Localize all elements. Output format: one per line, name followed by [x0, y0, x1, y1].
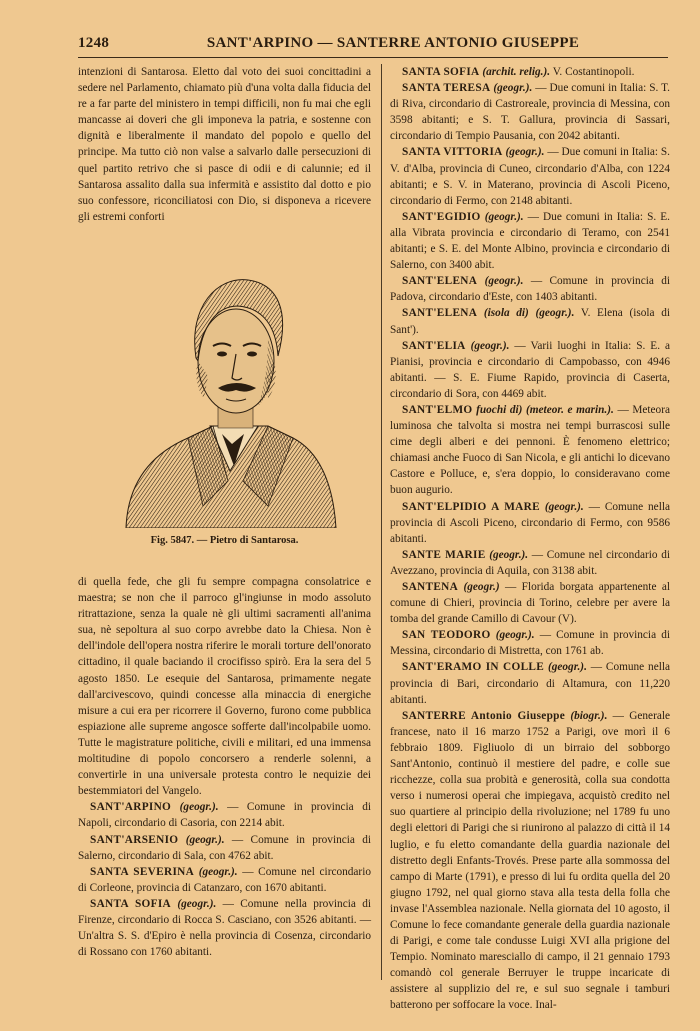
entry-text: — Generale francese, nato il 16 marzo 1752 a Parigi, ove morì il 6 febbraio 1809. Figliuolo di un birraio del sobborgo Sant'Antonio, continuò il mestiere del padre, e colle sue ricchezze, colla sua probità e generosità, colla sua condotta verso i numerosi operai che impiegava, acquistò credito nel suo quartiere al principio della rivoluzione; nel 1789 fu uno degli elettori di Parigi che si riunirono al palazzo di città il 14 luglio, e fu eletto comandante della guardia nazionale del distretto degli Enfants-Trovés. Prese parte alla sommossa del campo di Marte (1791), e presso di lui fu ordita quella del 20 giugno 1792, nel qual giorno stava alla testa della folla che invase l'Assemblea nazionale. Nella giornata del 10 agosto, il Comune lo fece comandante generale della guardia nazionale di Parigi, e come tale condusse Luigi XVI alla prigione del Tempio. Nominato maresciallo di campo, il 21 gennaio 1793 comandò col generale Berruyer le truppe incaricate di assistere al supplizio del re, e sul suo segnale i tamburi batterono per soffocare la voce. Inal- — [390, 709, 670, 1012]
entry-category: (geogr.). — [177, 897, 217, 910]
entry-text: — Comune in provincia di Salerno, circondario di Sala, con 4762 abit. — [78, 833, 372, 862]
dictionary-entry — [78, 864, 371, 896]
dictionary-entry — [390, 273, 670, 305]
dictionary-entry — [78, 832, 371, 864]
dictionary-entry — [390, 547, 670, 579]
dictionary-entry — [390, 579, 670, 627]
left-top-paragraph: intenzioni di Santarosa. Eletto dal voto dei suoi concittadini a sedere nel Parlamento, chiamato più d'una volta dalla fiducia del re a far parte del ministero in tempi difficili, non fu mai che egli mancasse ai doveri che gli imponeva la patria, e sostenne con dignità e liberalmente il mandato del popolo e quello del principe. Ma tutto ciò non valse a salvarlo dalle persecuzioni di quel partito retrivo che si pasce di odii e di calunnie; ed il Santarosa assalito dalla sua infermità e assistito dal dotto e pio suo confessore, riconciliatosi con Dio, si disponeva a ricevere gli estremi conforti — [78, 66, 371, 223]
dictionary-entry — [390, 499, 670, 547]
running-title: SANT'ARPINO — SANTERRE ANTONIO GIUSEPPE — [206, 35, 580, 51]
entry-text: — Comune in provincia di Padova, circondario d'Este, con 1403 abitanti. — [390, 275, 671, 304]
entry-headword: SANT'ELMO — [402, 403, 473, 416]
dictionary-entry — [390, 338, 670, 402]
right-column — [390, 64, 670, 1014]
entry-category: (biogr.). — [570, 709, 608, 722]
dictionary-entry — [390, 80, 670, 144]
entry-text: V. Elena (isola di Sant'). — [390, 307, 670, 336]
entry-headword: SANTE MARIE — [402, 548, 486, 561]
entry-category: (archit. relig.). — [482, 66, 551, 78]
entry-text: — Due comuni in Italia: S. T. di Riva, circondario di Castroreale, provincia di Messina, con 3598 abitanti; e S. T. Gallura, provincia di Sassari, circondario di Tempio Pausania, con 2042 abitanti. — [390, 82, 670, 143]
entry-category: (geogr.). — [547, 661, 587, 674]
entry-text: — Comune in provincia di Napoli, circondario di Casoria, con 2214 abit. — [78, 801, 372, 830]
entry-category: (geogr.). — [185, 833, 225, 846]
entry-text: — Comune nel circondario di Avezzano, provincia di Aquila, con 3138 abit. — [390, 548, 670, 577]
figure-caption: Fig. 5847. — Pietro di Santarosa. — [150, 535, 299, 546]
entry-text: — Due comuni in Italia: S. E. alla Vibrata provincia e circondario di Teramo, con 2541 abitanti; e S. E. del Monte Albino, provincia e circondario di Salerno, con 3400 abit. — [390, 210, 670, 272]
dictionary-entry — [390, 659, 670, 707]
entry-headword: SANTERRE Antonio Giuseppe — [402, 709, 566, 722]
entry-category: (isola di) (geogr.). — [483, 307, 575, 320]
entry-text: — Comune nella provincia di Ascoli Piceno, circondario di Fermo, con 9586 abitanti. — [390, 500, 670, 545]
entry-headword: SANTA SEVERINA — [90, 865, 195, 878]
entry-category: (geogr.). — [495, 629, 535, 642]
entry-text: — Comune in provincia di Messina, circondario di Mistretta, con 1761 ab. — [390, 629, 670, 658]
entry-headword: SANT'ARSENIO — [90, 833, 179, 846]
entry-text: — Comune nella provincia di Firenze, circondario di Rocca S. Casciano, con 3526 abitanti. — Un'altra S. S. d'Epiro è nella provincia di Cosenza, circondario di Rossano con 1760 abitanti. — [78, 897, 372, 959]
dictionary-entry — [390, 402, 670, 499]
entry-headword: SAN TEODORO — [402, 629, 491, 642]
entry-headword: SANT'ELIA — [402, 339, 466, 352]
entry-headword: SANT'ERAMO IN COLLE — [402, 661, 545, 674]
entry-text: — Florida borgata appartenente al comune di Chieri, provincia di Torino, celebre per avere la tomba del grande Camillo di Cavour (V). — [390, 581, 671, 626]
entry-category: fuochi di) (meteor. e marin.). — [476, 403, 614, 416]
entry-text: V. Costantinopoli. — [550, 66, 635, 78]
entry-category: (geogr.). — [179, 801, 219, 814]
entry-text: — Varii luoghi in Italia: S. E. a Pianisi, provincia e circondario di Campobasso, con 4946 abitanti. — S. E. Fiume Rapido, provincia di Caserta, circondario di Sora, con 4469 abit. — [390, 339, 670, 400]
dictionary-entry — [390, 209, 670, 273]
entry-category: (geogr.). — [489, 548, 529, 561]
entry-headword: SANTENA — [402, 581, 459, 593]
entry-headword: SANTA SOFIA — [402, 66, 480, 78]
entry-category: (geogr.). — [493, 82, 533, 95]
dictionary-entry — [390, 627, 670, 659]
entry-category: (geogr.). — [484, 210, 524, 223]
right-entries-list — [390, 64, 670, 1014]
entry-category: (geogr.). — [544, 500, 584, 513]
entry-text: — Comune nella provincia di Bari, circondario di Altamura, con 11,220 abitanti. — [390, 661, 671, 706]
dictionary-entry — [78, 799, 371, 831]
dictionary-entry — [390, 64, 670, 80]
entry-category: (geogr.). — [198, 865, 238, 878]
entry-headword: SANT'ARPINO — [90, 801, 172, 814]
entry-headword: SANT'ELENA — [402, 307, 478, 320]
entry-headword: SANTA TERESA — [402, 82, 491, 95]
entry-headword: SANT'ELPIDIO A MARE — [402, 500, 540, 513]
entry-category: (geogr.) — [463, 581, 500, 593]
entry-headword: SANTA VITTORIA — [402, 146, 503, 159]
entry-text: — Comune nel circondario di Corleone, provincia di Catanzaro, con 1670 abitanti. — [78, 865, 371, 894]
entry-text: — Due comuni in Italia: S. V. d'Alba, provincia di Cuneo, circondario d'Alba, con 1224 abitanti; e S. V. in Materano, provincia di Ascoli Piceno, circondario di Fermo, con 2148 abitanti. — [390, 146, 670, 207]
dictionary-entry — [390, 305, 670, 337]
column-divider — [381, 64, 382, 980]
entry-headword: SANTA SOFIA — [90, 897, 172, 910]
dictionary-entry — [390, 708, 670, 1014]
entry-category: (geogr.). — [470, 339, 510, 352]
dictionary-entry — [78, 896, 371, 960]
entry-text: — Meteora luminosa che talvolta si mostra nei tempi burrascosi sulle cime degli alberi e dei pennoni. È fenomeno elettrico; chiamasi anche Fuoco di San Nicola, e gli antichi lo dicevano Castore e Polluce, e, s'era doppio, lo consideravano come buon augurio. — [390, 403, 670, 497]
entry-category: (geogr.). — [484, 275, 524, 288]
portrait-engraving — [118, 266, 338, 528]
header-rule — [78, 57, 668, 58]
dictionary-entry — [390, 144, 670, 208]
entry-category: (geogr.). — [505, 146, 545, 159]
page-number: 1248 — [78, 35, 110, 51]
page-header — [78, 35, 668, 55]
left-entries-list — [78, 799, 371, 960]
left-column-bottom — [78, 574, 371, 960]
entry-headword: SANT'ELENA — [402, 275, 478, 288]
entry-headword: SANT'EGIDIO — [402, 210, 481, 223]
left-bottom-paragraph: di quella fede, che gli fu sempre compagna consolatrice e maestra; se non che il parroco gl'ingiunse in modo assoluto ritrattazione, senza la quale nè gli ultimi sacramenti all'anima sua, nè sepoltura al suo corpo avrebbe dato la Chiesa. Non è dell'indole dell'opera nostra riferire le morali torture dell'onorato cittadino, il quale baciando il crocifisso spirò. Era la sera del 5 agosto 1850. Le esequie del Santarosa, primamente negate dall'arcivescovo, quindi concesse alla minaccia di energiche misure a cui era per ricorrere il Governo, furono come pubblica espiazione alle supreme angosce sofferte dall'incolpabile uomo. Tutte le magistrature politiche, civili e militari, ed una immensa moltitudine di popolo concorsero a renderle solenni, a convertirle in una universale protesta contro le nequizie dei bestemmiatori del Vangelo. — [78, 576, 371, 798]
left-column-top — [78, 64, 371, 225]
